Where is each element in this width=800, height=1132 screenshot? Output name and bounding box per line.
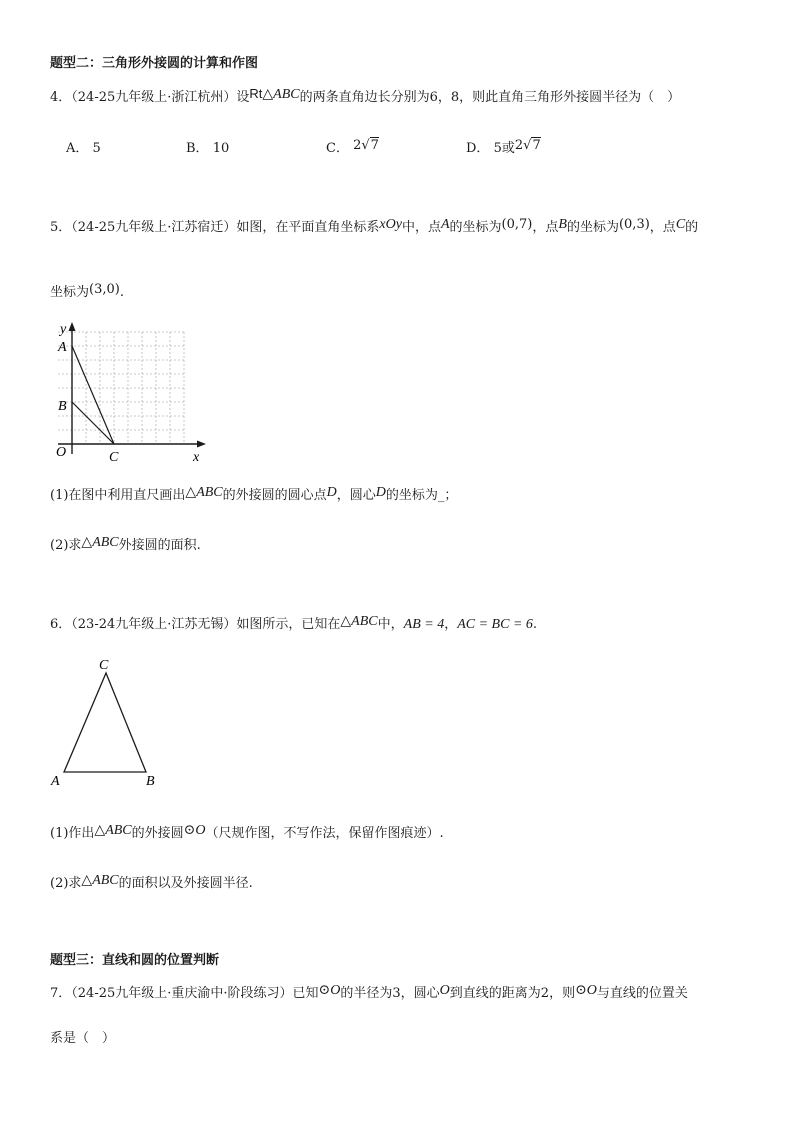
question-5 xyxy=(50,216,698,236)
question-text: . xyxy=(532,617,538,632)
question-text: (2)求 xyxy=(50,538,82,553)
math-rt: Rt xyxy=(249,86,263,101)
y-arrow xyxy=(69,322,76,331)
math-triangle: △ABC xyxy=(185,485,223,500)
section-heading: 题型二：三角形外接圆的计算和作图 xyxy=(50,56,259,71)
question-text: （尺规作图，不写作法，保留作图痕迹）. xyxy=(205,826,444,841)
question-6 xyxy=(50,613,537,633)
question-5-part-1 xyxy=(50,484,457,504)
math-triangle: △ABC xyxy=(94,823,132,838)
coef: 2 xyxy=(514,138,524,153)
option-label: C． xyxy=(326,141,349,156)
question-text: 的面积以及外接圆半径. xyxy=(118,876,253,891)
math-system: xOy xyxy=(379,217,402,232)
triangle-figure xyxy=(48,652,168,792)
question-number: 7． xyxy=(50,986,72,1001)
question-6-part-2 xyxy=(50,872,253,892)
question-5-line-2 xyxy=(50,281,124,300)
question-text: 的外接圆的圆心点 xyxy=(222,488,327,503)
option-a[interactable] xyxy=(66,137,101,156)
question-4 xyxy=(50,86,680,106)
question-source: （24-25九年级上·浙江杭州） xyxy=(71,90,237,105)
option-value: 5或 xyxy=(493,141,515,156)
question-text: 的坐标为_； xyxy=(385,488,458,503)
origin-label: O xyxy=(56,445,67,460)
question-text: . xyxy=(119,285,124,300)
question-text: 与直线的位置关 xyxy=(596,986,688,1001)
question-5-part-2 xyxy=(50,534,201,554)
math-point: B xyxy=(558,217,567,232)
math-equation: AB = 4 xyxy=(403,617,445,632)
question-6-part-1 xyxy=(50,822,444,842)
question-text: ，点 xyxy=(649,220,676,235)
math-triangle: △ABC xyxy=(262,87,300,102)
segment-bc xyxy=(72,402,114,444)
point-c-label: C xyxy=(99,658,109,673)
point-b-label: B xyxy=(58,399,67,414)
question-text: 坐标为 xyxy=(50,285,90,300)
question-text: ，圆心 xyxy=(336,488,376,503)
option-label: D． xyxy=(466,141,490,156)
math-triangle: △ABC xyxy=(81,535,119,550)
math-point: O xyxy=(439,983,450,998)
question-text: 的两条直角边长分别为6，8，则此直角三角形外接圆半径为（ ） xyxy=(299,90,681,105)
question-text: (2)求 xyxy=(50,876,82,891)
question-text: 中， xyxy=(377,617,404,632)
option-label: A． xyxy=(66,141,89,156)
math-circle: ⊙O xyxy=(183,823,206,838)
radicand: 7 xyxy=(532,138,541,153)
question-text: 的坐标为 xyxy=(449,220,502,235)
math-circle: ⊙O xyxy=(575,983,597,998)
math-coord: (0,7) xyxy=(501,217,533,232)
radicand: 7 xyxy=(370,138,379,153)
coef: 2 xyxy=(353,138,362,153)
question-7 xyxy=(50,982,688,1002)
question-text: 中，点 xyxy=(401,220,441,235)
question-text: 设 xyxy=(236,90,250,105)
y-label: y xyxy=(60,322,67,337)
math-circle: ⊙O xyxy=(318,983,341,998)
section-heading: 题型三：直线和圆的位置判断 xyxy=(50,953,220,968)
question-text: 到直线的距离为2，则 xyxy=(449,986,576,1001)
math-equation: AC = BC = 6 xyxy=(457,617,533,632)
option-b[interactable] xyxy=(186,137,229,156)
math-point: C xyxy=(675,217,686,232)
x-arrow xyxy=(197,441,206,448)
option-label: B． xyxy=(186,141,209,156)
math-point: D xyxy=(326,485,337,500)
question-text: 的外接圆 xyxy=(131,826,184,841)
math-coord: (3,0) xyxy=(89,282,120,297)
question-7-line-2: 系是（ ） xyxy=(50,1031,116,1046)
question-text: ， xyxy=(444,617,458,632)
question-text: (1)作出 xyxy=(50,826,95,841)
point-b-label: B xyxy=(146,774,155,789)
question-number: 4． xyxy=(50,90,72,105)
math-point: D xyxy=(375,485,386,500)
point-c-label: C xyxy=(109,450,119,465)
point-a-label: A xyxy=(51,774,60,789)
question-number: 6． xyxy=(50,617,72,632)
option-value: 10 xyxy=(212,141,230,156)
segment-ac xyxy=(72,346,114,444)
question-text: ，点 xyxy=(532,220,559,235)
option-value: 2√7 xyxy=(353,138,379,153)
option-value: 5 xyxy=(92,141,101,156)
question-number: 5． xyxy=(50,220,72,235)
coordinate-figure xyxy=(48,318,218,468)
x-label: x xyxy=(193,450,200,465)
math-point: A xyxy=(440,217,450,232)
grid xyxy=(58,332,184,444)
question-text: 外接圆的面积. xyxy=(118,538,201,553)
question-text: 已知 xyxy=(292,986,319,1001)
question-text: 的半径为3，圆心 xyxy=(340,986,440,1001)
question-source: （24-25九年级上·江苏宿迁） xyxy=(71,220,237,235)
option-d[interactable] xyxy=(466,137,541,156)
math-coord: (0,3) xyxy=(618,217,650,232)
option-c[interactable] xyxy=(326,137,379,156)
question-source: （24-25九年级上·重庆渝中·阶段练习） xyxy=(71,986,293,1001)
question-text: 如图所示，已知在 xyxy=(236,617,341,632)
triangle-abc xyxy=(64,673,146,772)
question-text: 的 xyxy=(685,220,699,235)
math-triangle: △ABC xyxy=(340,614,378,629)
option-value: 2√7 xyxy=(514,138,541,153)
question-text: (1)在图中利用直尺画出 xyxy=(50,488,186,503)
question-source: （23-24九年级上·江苏无锡） xyxy=(71,617,237,632)
question-text: 的坐标为 xyxy=(566,220,619,235)
question-text: 如图，在平面直角坐标系 xyxy=(236,220,380,235)
point-a-label: A xyxy=(58,340,67,355)
math-triangle: △ABC xyxy=(81,873,119,888)
